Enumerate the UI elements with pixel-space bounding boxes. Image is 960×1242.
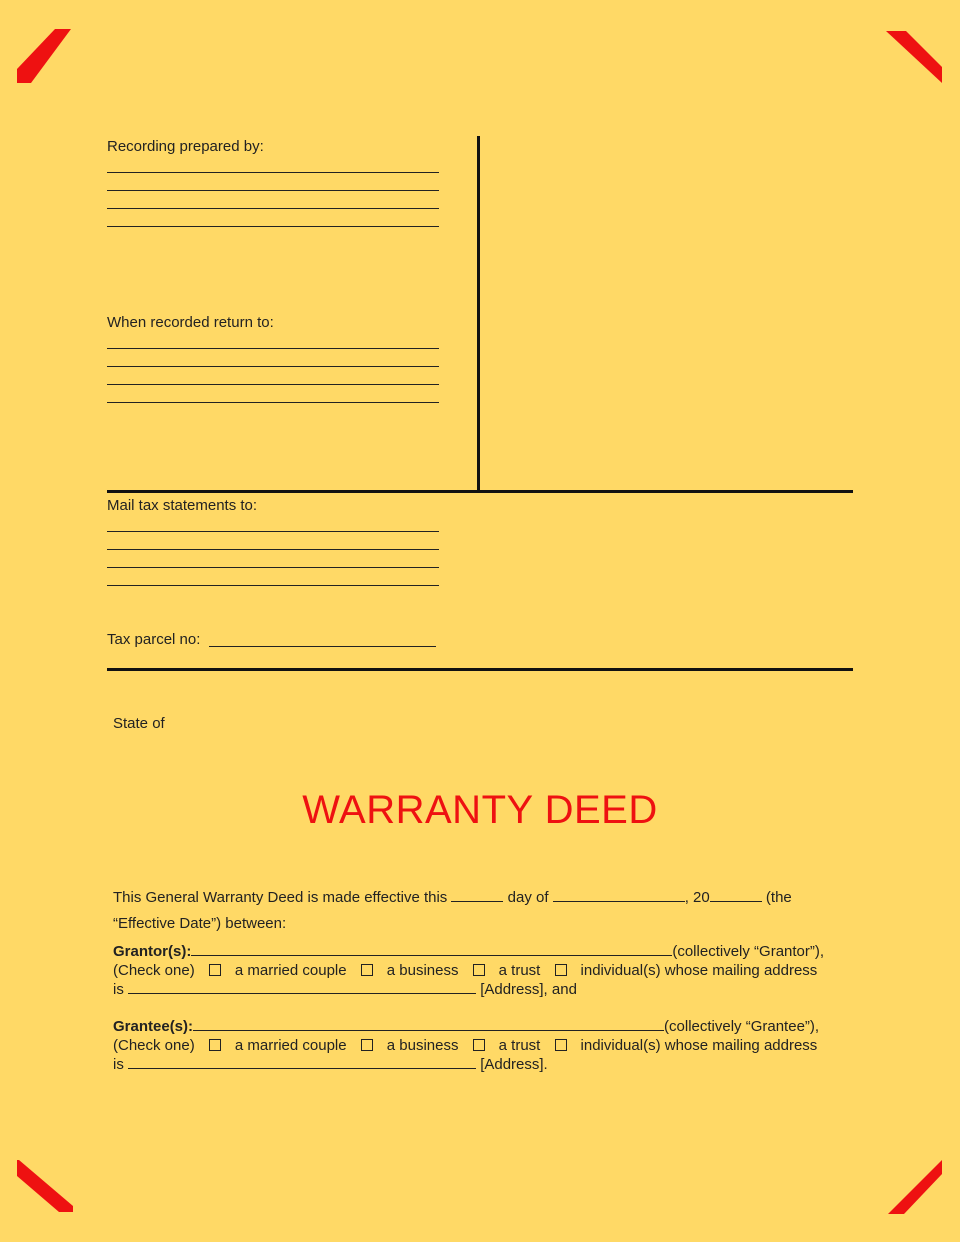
prepared-by-label: Recording prepared by:: [107, 138, 264, 155]
prepared-by-line-4[interactable]: [107, 226, 439, 227]
corner-mark-tr: [884, 27, 944, 87]
grantee-label: Grantee(s):: [113, 1018, 194, 1035]
grantee-name-field[interactable]: [193, 1017, 664, 1031]
tax-parcel-label: Tax parcel no:: [107, 631, 201, 648]
grantor-is: is: [113, 981, 124, 998]
return-to-line-3[interactable]: [107, 384, 439, 385]
intro-paragraph: [113, 888, 853, 933]
tax-statements-line-3[interactable]: [107, 567, 439, 568]
return-to-label: When recorded return to:: [107, 314, 274, 331]
grantee-checkbox-trust[interactable]: [473, 1039, 485, 1051]
grantor-checkbox-married[interactable]: [209, 964, 221, 976]
prepared-by-line-2[interactable]: [107, 190, 439, 191]
intro-text-d: (the: [765, 889, 792, 906]
grantor-checkbox-trust[interactable]: [473, 964, 485, 976]
intro-text-a: This General Warranty Deed is made effective this: [113, 889, 448, 906]
intro-text-c: , 20: [684, 889, 710, 906]
day-field[interactable]: [451, 888, 503, 902]
state-label: State of: [113, 715, 165, 732]
grantee-paragraph: [113, 1017, 853, 1074]
corner-mark-tl: [15, 27, 75, 87]
document-title: WARRANTY DEED: [302, 788, 658, 832]
grantee-checkbox-married[interactable]: [209, 1039, 221, 1051]
grantee-address-tail: [Address].: [480, 1056, 548, 1073]
recording-divider-horizontal: [107, 490, 853, 493]
grantee-option-married: a married couple: [234, 1037, 347, 1054]
grantee-check-one: (Check one): [113, 1037, 195, 1054]
grantor-name-field[interactable]: [191, 942, 672, 956]
tax-statements-line-4[interactable]: [107, 585, 439, 586]
grantor-option-individual: individual(s) whose mailing address: [580, 962, 818, 979]
grantor-checkbox-business[interactable]: [361, 964, 373, 976]
intro-text-b: day of: [507, 889, 549, 906]
grantee-option-business: a business: [386, 1037, 459, 1054]
grantee-option-individual: individual(s) whose mailing address: [580, 1037, 818, 1054]
grantor-collective: (collectively “Grantor”),: [672, 943, 825, 960]
grantor-check-one: (Check one): [113, 962, 195, 979]
grantor-option-trust: a trust: [498, 962, 541, 979]
grantor-paragraph: [113, 942, 853, 999]
grantee-checkbox-individual[interactable]: [555, 1039, 567, 1051]
return-to-line-4[interactable]: [107, 402, 439, 403]
grantee-address-field[interactable]: [128, 1055, 476, 1069]
grantor-option-married: a married couple: [234, 962, 347, 979]
grantor-checkbox-individual[interactable]: [555, 964, 567, 976]
grantor-address-tail: [Address], and: [480, 981, 577, 998]
corner-mark-bl: [15, 1156, 75, 1216]
header-divider: [107, 668, 853, 671]
prepared-by-line-1[interactable]: [107, 172, 439, 173]
return-to-line-1[interactable]: [107, 348, 439, 349]
grantor-label: Grantor(s):: [113, 943, 192, 960]
return-to-line-2[interactable]: [107, 366, 439, 367]
year-field[interactable]: [710, 888, 762, 902]
tax-statements-line-1[interactable]: [107, 531, 439, 532]
grantee-collective: (collectively “Grantee”),: [664, 1018, 820, 1035]
intro-text-line2: “Effective Date”) between:: [113, 915, 287, 932]
grantee-option-trust: a trust: [498, 1037, 541, 1054]
tax-statements-line-2[interactable]: [107, 549, 439, 550]
tax-parcel-field[interactable]: [209, 646, 436, 647]
grantor-option-business: a business: [386, 962, 459, 979]
grantor-address-field[interactable]: [128, 980, 476, 994]
tax-statements-label: Mail tax statements to:: [107, 497, 258, 514]
prepared-by-line-3[interactable]: [107, 208, 439, 209]
grantee-is: is: [113, 1056, 124, 1073]
corner-mark-br: [884, 1156, 944, 1216]
recording-divider-vertical: [477, 136, 480, 492]
month-field[interactable]: [553, 888, 685, 902]
grantee-checkbox-business[interactable]: [361, 1039, 373, 1051]
